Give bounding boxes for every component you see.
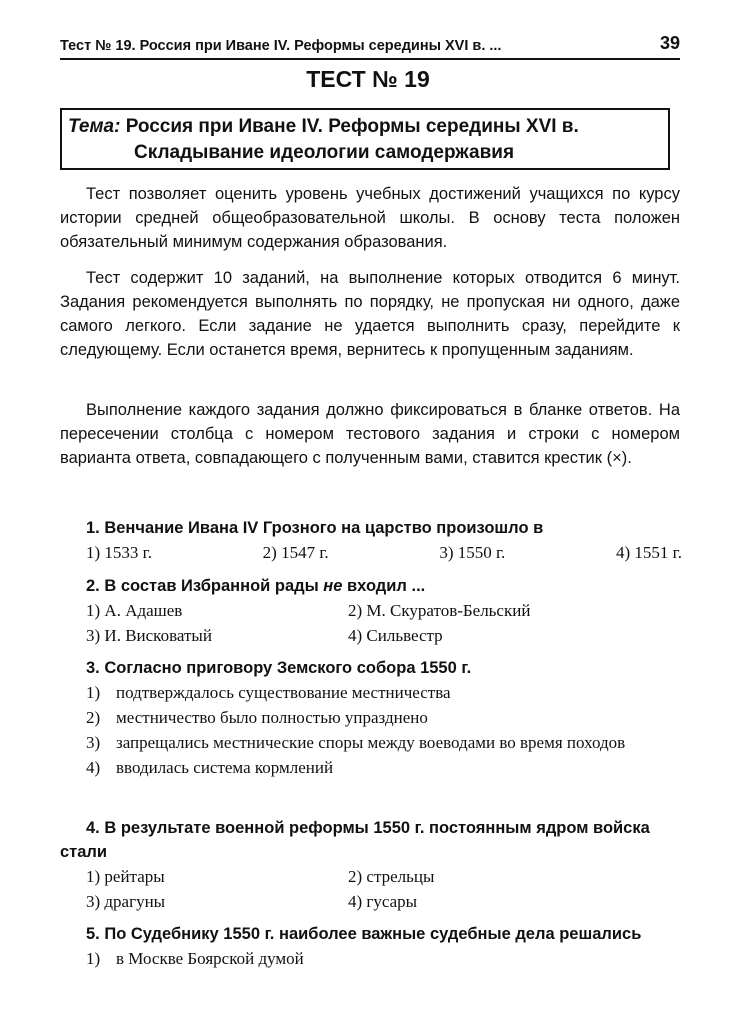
- answer-option: 2) стрельцы: [348, 867, 435, 886]
- question-2-text: 2. В состав Избранной рады не входил ...: [86, 577, 426, 595]
- answer-option: 2) 1547 г.: [262, 543, 329, 562]
- answer-option: 4) гусары: [348, 892, 418, 911]
- answer-option: 4) вводилась система кормлений: [86, 758, 334, 777]
- intro-paragraph-2: Тест содержит 10 заданий, на выполнение которых отводится 6 минут. Задания рекомендуется выполнять по порядку, не пропуская ни одного, даже самого легкого. Если задание не удается выполнить сразу, перейдите к следующему. Если останется время, вернитесь к пропущенным заданиям.: [60, 269, 680, 359]
- question-4-options: [60, 864, 682, 914]
- answer-option: 4) Сильвестр: [348, 626, 443, 645]
- answer-option: 1) подтверждалось существование местничества: [86, 683, 451, 702]
- answer-option: 2) М. Скуратов-Бельский: [348, 601, 531, 620]
- running-title: Тест № 19. Россия при Иване IV. Реформы середины XVI в. ...: [60, 38, 502, 54]
- intro-paragraph-3: Выполнение каждого задания должно фиксироваться в бланке ответов. На пересечении столбца с номером тестового задания и строки с номером варианта ответа, совпадающего с полученным вами, ставится крестик (×).: [60, 401, 680, 467]
- emphasis-not: не: [323, 577, 343, 595]
- answer-option: 3) И. Висковатый: [86, 626, 212, 645]
- question-1-options: [60, 540, 682, 565]
- answer-option: 1) 1533 г.: [86, 543, 152, 562]
- answer-option: 2) местничество было полностью упразднено: [86, 708, 428, 727]
- question-3-text: 3. Согласно приговору Земского собора 1550 г.: [86, 659, 472, 677]
- topic-line-2: Складывание идеологии самодержавия: [134, 142, 515, 163]
- answer-option: 3) запрещались местнические споры между воеводами во время походов: [86, 733, 626, 752]
- question-1-text: 1. Венчание Ивана IV Грозного на царство произошло в: [86, 519, 544, 537]
- running-header: [60, 28, 680, 60]
- question-3: [60, 656, 682, 780]
- answer-option: 4) 1551 г.: [616, 543, 682, 562]
- topic-line-1: Россия при Иване IV. Реформы середины XVI в.: [125, 116, 579, 137]
- topic-box: [60, 108, 670, 170]
- topic-label: Тема:: [68, 116, 121, 137]
- question-5: [60, 922, 682, 971]
- question-5-options: [60, 946, 682, 971]
- answer-option: 1) рейтары: [86, 867, 165, 886]
- test-title: ТЕСТ № 19: [306, 66, 430, 92]
- question-2: [60, 574, 682, 648]
- question-4-text: 4. В результате военной реформы 1550 г. постоянным ядром войска стали: [60, 819, 650, 861]
- question-4: [60, 816, 682, 914]
- question-1: [60, 516, 682, 565]
- question-2-options: [60, 598, 682, 648]
- page-number: 39: [659, 33, 680, 53]
- intro-paragraph-1: Тест позволяет оценить уровень учебных достижений учащихся по курсу истории средней общеобразовательной школы. В основу теста положен обязательный минимум содержания образования.: [60, 185, 680, 251]
- answer-option: 3) 1550 г.: [439, 543, 506, 562]
- answer-option: 3) драгуны: [86, 892, 166, 911]
- answer-option: 1) в Москве Боярской думой: [86, 949, 304, 968]
- question-5-text: 5. По Судебнику 1550 г. наиболее важные судебные дела решались: [86, 925, 642, 943]
- question-3-options: [60, 680, 682, 780]
- answer-option: 1) А. Адашев: [86, 601, 183, 620]
